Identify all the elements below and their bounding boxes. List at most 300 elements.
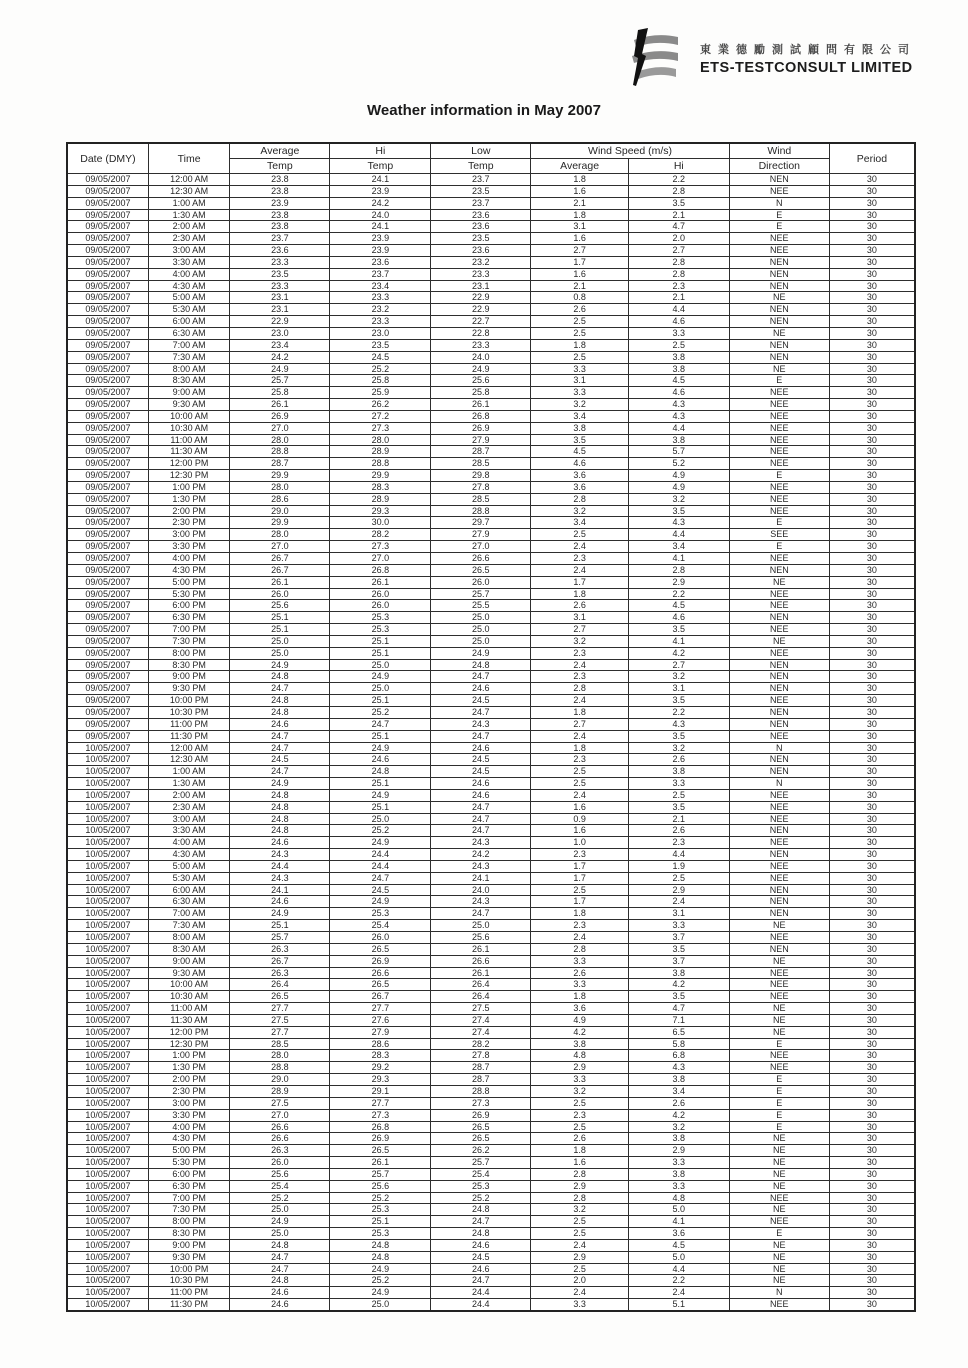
table-row — [67, 1192, 915, 1204]
table-row — [67, 1263, 915, 1275]
cell-date: 09/05/2007 — [67, 339, 148, 351]
table-row — [67, 801, 915, 813]
cell-low-temp: 28.7 — [431, 1062, 531, 1074]
cell-hi-temp: 27.9 — [330, 1026, 431, 1038]
cell-wind-direction: NEE — [729, 185, 829, 197]
cell-date: 10/05/2007 — [67, 1121, 148, 1133]
cell-time: 11:00 PM — [148, 718, 229, 730]
cell-low-temp: 25.0 — [431, 612, 531, 624]
cell-hi-temp: 26.9 — [330, 1133, 431, 1145]
cell-average-temp: 27.0 — [230, 422, 330, 434]
table-row — [67, 434, 915, 446]
cell-hi-temp: 27.0 — [330, 553, 431, 565]
cell-wind-hi: 2.6 — [628, 754, 729, 766]
cell-time: 6:00 PM — [148, 1168, 229, 1180]
cell-period: 30 — [829, 1239, 915, 1251]
cell-wind-direction: NEN — [729, 896, 829, 908]
table-row — [67, 1121, 915, 1133]
cell-hi-temp: 25.3 — [330, 624, 431, 636]
table-row — [67, 600, 915, 612]
cell-period: 30 — [829, 268, 915, 280]
cell-wind-direction: NEE — [729, 399, 829, 411]
cell-wind-direction: E — [729, 1085, 829, 1097]
cell-date: 09/05/2007 — [67, 600, 148, 612]
cell-date: 09/05/2007 — [67, 564, 148, 576]
cell-wind-direction: NEN — [729, 268, 829, 280]
cell-date: 09/05/2007 — [67, 659, 148, 671]
cell-date: 10/05/2007 — [67, 754, 148, 766]
table-row — [67, 683, 915, 695]
cell-low-temp: 27.3 — [431, 1097, 531, 1109]
cell-hi-temp: 24.4 — [330, 849, 431, 861]
cell-period: 30 — [829, 529, 915, 541]
cell-wind-average: 3.2 — [531, 399, 629, 411]
cell-average-temp: 23.5 — [230, 268, 330, 280]
cell-date: 10/05/2007 — [67, 1145, 148, 1157]
cell-average-temp: 23.0 — [230, 327, 330, 339]
cell-date: 09/05/2007 — [67, 683, 148, 695]
cell-average-temp: 24.7 — [230, 730, 330, 742]
cell-wind-direction: E — [729, 221, 829, 233]
cell-wind-hi: 2.9 — [628, 1145, 729, 1157]
table-row — [67, 256, 915, 268]
cell-period: 30 — [829, 896, 915, 908]
cell-wind-hi: 4.2 — [628, 979, 729, 991]
cell-average-temp: 23.8 — [230, 221, 330, 233]
cell-period: 30 — [829, 979, 915, 991]
cell-wind-hi: 4.5 — [628, 600, 729, 612]
table-row — [67, 1287, 915, 1299]
table-row — [67, 1145, 915, 1157]
cell-date: 09/05/2007 — [67, 256, 148, 268]
cell-period: 30 — [829, 837, 915, 849]
cell-hi-temp: 29.3 — [330, 1074, 431, 1086]
cell-wind-average: 2.1 — [531, 197, 629, 209]
cell-low-temp: 23.5 — [431, 233, 531, 245]
cell-time: 2:30 AM — [148, 801, 229, 813]
cell-date: 09/05/2007 — [67, 422, 148, 434]
cell-wind-average: 2.5 — [531, 1121, 629, 1133]
table-row — [67, 1204, 915, 1216]
cell-date: 09/05/2007 — [67, 410, 148, 422]
cell-low-temp: 24.1 — [431, 872, 531, 884]
cell-time: 7:00 PM — [148, 624, 229, 636]
cell-average-temp: 24.6 — [230, 896, 330, 908]
cell-wind-average: 3.3 — [531, 387, 629, 399]
cell-period: 30 — [829, 1168, 915, 1180]
table-row — [67, 1109, 915, 1121]
cell-low-temp: 24.8 — [431, 659, 531, 671]
table-row — [67, 718, 915, 730]
cell-hi-temp: 23.4 — [330, 280, 431, 292]
cell-hi-temp: 24.0 — [330, 209, 431, 221]
cell-wind-average: 1.0 — [531, 837, 629, 849]
cell-wind-average: 2.5 — [531, 327, 629, 339]
table-row — [67, 624, 915, 636]
cell-low-temp: 26.9 — [431, 1109, 531, 1121]
cell-period: 30 — [829, 825, 915, 837]
cell-date: 10/05/2007 — [67, 1003, 148, 1015]
weather-table — [66, 142, 916, 1312]
cell-wind-direction: NEE — [729, 801, 829, 813]
cell-hi-temp: 28.3 — [330, 481, 431, 493]
cell-period: 30 — [829, 967, 915, 979]
cell-low-temp: 22.8 — [431, 327, 531, 339]
table-row — [67, 647, 915, 659]
cell-time: 8:00 AM — [148, 363, 229, 375]
cell-hi-temp: 26.7 — [330, 991, 431, 1003]
cell-wind-average: 2.5 — [531, 529, 629, 541]
company-logo-icon — [616, 28, 688, 88]
cell-average-temp: 25.2 — [230, 1192, 330, 1204]
cell-wind-direction: NEE — [729, 1062, 829, 1074]
cell-wind-direction: NEN — [729, 339, 829, 351]
cell-hi-temp: 24.8 — [330, 766, 431, 778]
table-row — [67, 908, 915, 920]
cell-wind-average: 2.9 — [531, 1251, 629, 1263]
cell-wind-direction: NEE — [729, 600, 829, 612]
cell-hi-temp: 25.1 — [330, 778, 431, 790]
company-name-chinese: 東業德勵測試顧問有限公司 — [700, 43, 916, 56]
cell-period: 30 — [829, 801, 915, 813]
cell-wind-hi: 3.5 — [628, 730, 729, 742]
cell-average-temp: 29.0 — [230, 505, 330, 517]
cell-low-temp: 24.4 — [431, 1287, 531, 1299]
cell-average-temp: 26.5 — [230, 991, 330, 1003]
cell-average-temp: 24.7 — [230, 742, 330, 754]
cell-time: 8:00 AM — [148, 932, 229, 944]
cell-date: 10/05/2007 — [67, 825, 148, 837]
cell-wind-average: 1.7 — [531, 872, 629, 884]
cell-time: 10:00 PM — [148, 695, 229, 707]
cell-average-temp: 25.7 — [230, 932, 330, 944]
cell-hi-temp: 24.9 — [330, 837, 431, 849]
cell-wind-average: 1.8 — [531, 174, 629, 186]
cell-time: 5:00 AM — [148, 860, 229, 872]
cell-wind-hi: 5.0 — [628, 1251, 729, 1263]
table-row — [67, 268, 915, 280]
cell-hi-temp: 27.2 — [330, 410, 431, 422]
cell-average-temp: 26.6 — [230, 1121, 330, 1133]
cell-wind-direction: NEE — [729, 695, 829, 707]
cell-period: 30 — [829, 327, 915, 339]
cell-wind-hi: 3.2 — [628, 1121, 729, 1133]
cell-low-temp: 23.2 — [431, 256, 531, 268]
cell-time: 4:30 AM — [148, 280, 229, 292]
cell-wind-direction: NE — [729, 1133, 829, 1145]
cell-date: 09/05/2007 — [67, 185, 148, 197]
cell-hi-temp: 26.5 — [330, 943, 431, 955]
cell-wind-direction: NEE — [729, 1192, 829, 1204]
cell-hi-temp: 24.8 — [330, 1239, 431, 1251]
cell-wind-average: 2.9 — [531, 1062, 629, 1074]
cell-time: 9:30 PM — [148, 1251, 229, 1263]
cell-date: 10/05/2007 — [67, 1038, 148, 1050]
cell-hi-temp: 25.3 — [330, 1204, 431, 1216]
cell-time: 10:00 PM — [148, 1263, 229, 1275]
cell-wind-average: 2.3 — [531, 671, 629, 683]
cell-time: 8:30 PM — [148, 659, 229, 671]
cell-average-temp: 24.3 — [230, 849, 330, 861]
cell-wind-average: 2.3 — [531, 849, 629, 861]
cell-time: 9:00 PM — [148, 1239, 229, 1251]
cell-period: 30 — [829, 387, 915, 399]
cell-wind-hi: 4.4 — [628, 529, 729, 541]
cell-date: 09/05/2007 — [67, 553, 148, 565]
table-header — [67, 143, 915, 174]
table-row — [67, 375, 915, 387]
cell-wind-hi: 3.8 — [628, 351, 729, 363]
cell-average-temp: 27.5 — [230, 1014, 330, 1026]
cell-time: 5:00 AM — [148, 292, 229, 304]
cell-average-temp: 29.9 — [230, 470, 330, 482]
table-row — [67, 1133, 915, 1145]
cell-average-temp: 23.8 — [230, 209, 330, 221]
company-logo — [616, 28, 916, 88]
cell-time: 2:00 AM — [148, 221, 229, 233]
cell-time: 8:30 PM — [148, 1228, 229, 1240]
cell-low-temp: 24.7 — [431, 908, 531, 920]
cell-period: 30 — [829, 1085, 915, 1097]
cell-average-temp: 28.9 — [230, 1085, 330, 1097]
cell-hi-temp: 25.9 — [330, 387, 431, 399]
cell-average-temp: 24.9 — [230, 908, 330, 920]
cell-wind-hi: 3.3 — [628, 920, 729, 932]
table-row — [67, 185, 915, 197]
table-row — [67, 671, 915, 683]
cell-wind-average: 1.8 — [531, 1145, 629, 1157]
cell-wind-average: 2.5 — [531, 884, 629, 896]
cell-wind-average: 2.7 — [531, 245, 629, 257]
cell-average-temp: 23.3 — [230, 256, 330, 268]
table-row — [67, 553, 915, 565]
cell-hi-temp: 23.9 — [330, 185, 431, 197]
cell-time: 3:00 PM — [148, 529, 229, 541]
cell-hi-temp: 26.1 — [330, 1157, 431, 1169]
cell-time: 8:30 AM — [148, 943, 229, 955]
cell-date: 10/05/2007 — [67, 789, 148, 801]
cell-time: 12:30 PM — [148, 470, 229, 482]
cell-wind-average: 2.5 — [531, 316, 629, 328]
cell-hi-temp: 27.6 — [330, 1014, 431, 1026]
cell-period: 30 — [829, 446, 915, 458]
cell-period: 30 — [829, 1204, 915, 1216]
cell-average-temp: 27.7 — [230, 1003, 330, 1015]
cell-wind-direction: NEN — [729, 612, 829, 624]
cell-date: 10/05/2007 — [67, 1216, 148, 1228]
cell-hi-temp: 23.0 — [330, 327, 431, 339]
cell-hi-temp: 24.6 — [330, 754, 431, 766]
cell-date: 09/05/2007 — [67, 233, 148, 245]
cell-low-temp: 25.0 — [431, 635, 531, 647]
cell-low-temp: 24.5 — [431, 695, 531, 707]
cell-low-temp: 23.1 — [431, 280, 531, 292]
cell-wind-hi: 2.5 — [628, 872, 729, 884]
cell-date: 10/05/2007 — [67, 1085, 148, 1097]
cell-wind-hi: 4.7 — [628, 1003, 729, 1015]
cell-average-temp: 24.8 — [230, 695, 330, 707]
cell-low-temp: 26.4 — [431, 979, 531, 991]
cell-average-temp: 24.8 — [230, 825, 330, 837]
table-row — [67, 860, 915, 872]
cell-date: 09/05/2007 — [67, 624, 148, 636]
cell-hi-temp: 27.7 — [330, 1003, 431, 1015]
cell-time: 4:30 AM — [148, 849, 229, 861]
cell-period: 30 — [829, 363, 915, 375]
table-row — [67, 967, 915, 979]
cell-wind-direction: NEN — [729, 766, 829, 778]
cell-average-temp: 24.8 — [230, 1275, 330, 1287]
cell-hi-temp: 28.6 — [330, 1038, 431, 1050]
cell-date: 10/05/2007 — [67, 1275, 148, 1287]
cell-wind-average: 3.1 — [531, 612, 629, 624]
cell-wind-hi: 5.2 — [628, 458, 729, 470]
cell-wind-hi: 4.3 — [628, 410, 729, 422]
cell-wind-hi: 3.2 — [628, 742, 729, 754]
cell-wind-hi: 3.8 — [628, 967, 729, 979]
cell-low-temp: 24.8 — [431, 1204, 531, 1216]
cell-wind-direction: NEN — [729, 825, 829, 837]
cell-period: 30 — [829, 1074, 915, 1086]
cell-date: 09/05/2007 — [67, 304, 148, 316]
cell-low-temp: 25.6 — [431, 375, 531, 387]
cell-period: 30 — [829, 422, 915, 434]
cell-wind-average: 3.3 — [531, 979, 629, 991]
cell-time: 10:30 PM — [148, 1275, 229, 1287]
cell-time: 11:00 PM — [148, 1287, 229, 1299]
cell-low-temp: 28.7 — [431, 1074, 531, 1086]
cell-low-temp: 27.8 — [431, 481, 531, 493]
cell-average-temp: 28.0 — [230, 434, 330, 446]
table-row — [67, 505, 915, 517]
cell-wind-hi: 3.8 — [628, 434, 729, 446]
cell-wind-hi: 2.7 — [628, 245, 729, 257]
cell-wind-direction: NE — [729, 920, 829, 932]
cell-wind-direction: NEE — [729, 446, 829, 458]
table-row — [67, 837, 915, 849]
cell-average-temp: 24.2 — [230, 351, 330, 363]
cell-low-temp: 27.5 — [431, 1003, 531, 1015]
table-row — [67, 695, 915, 707]
cell-date: 10/05/2007 — [67, 1192, 148, 1204]
cell-wind-hi: 3.6 — [628, 1228, 729, 1240]
cell-period: 30 — [829, 1026, 915, 1038]
cell-wind-average: 3.8 — [531, 1038, 629, 1050]
cell-wind-direction: E — [729, 1038, 829, 1050]
cell-date: 09/05/2007 — [67, 375, 148, 387]
cell-wind-direction: NE — [729, 1145, 829, 1157]
cell-wind-average: 2.8 — [531, 1168, 629, 1180]
cell-wind-direction: NEE — [729, 872, 829, 884]
cell-low-temp: 24.6 — [431, 683, 531, 695]
cell-time: 6:30 AM — [148, 327, 229, 339]
cell-average-temp: 25.8 — [230, 387, 330, 399]
table-row — [67, 1275, 915, 1287]
cell-time: 2:30 AM — [148, 233, 229, 245]
cell-date: 09/05/2007 — [67, 351, 148, 363]
cell-average-temp: 24.3 — [230, 872, 330, 884]
cell-wind-direction: NE — [729, 1157, 829, 1169]
cell-wind-direction: NEN — [729, 943, 829, 955]
cell-wind-average: 2.7 — [531, 624, 629, 636]
cell-date: 10/05/2007 — [67, 1014, 148, 1026]
table-row — [67, 1050, 915, 1062]
cell-period: 30 — [829, 647, 915, 659]
cell-wind-average: 3.5 — [531, 434, 629, 446]
cell-low-temp: 24.5 — [431, 754, 531, 766]
cell-time: 9:30 PM — [148, 683, 229, 695]
cell-average-temp: 26.9 — [230, 410, 330, 422]
cell-period: 30 — [829, 718, 915, 730]
cell-hi-temp: 25.1 — [330, 801, 431, 813]
cell-date: 09/05/2007 — [67, 635, 148, 647]
cell-period: 30 — [829, 588, 915, 600]
cell-wind-hi: 4.3 — [628, 1062, 729, 1074]
table-row — [67, 635, 915, 647]
cell-time: 8:00 PM — [148, 1216, 229, 1228]
cell-low-temp: 22.9 — [431, 292, 531, 304]
cell-date: 09/05/2007 — [67, 588, 148, 600]
cell-date: 09/05/2007 — [67, 197, 148, 209]
cell-period: 30 — [829, 932, 915, 944]
cell-date: 10/05/2007 — [67, 1239, 148, 1251]
cell-low-temp: 25.0 — [431, 624, 531, 636]
table-row — [67, 1168, 915, 1180]
cell-wind-average: 1.6 — [531, 233, 629, 245]
cell-date: 09/05/2007 — [67, 612, 148, 624]
cell-hi-temp: 23.9 — [330, 245, 431, 257]
cell-wind-direction: NEE — [729, 647, 829, 659]
table-row — [67, 742, 915, 754]
cell-average-temp: 28.5 — [230, 1038, 330, 1050]
cell-low-temp: 26.2 — [431, 1145, 531, 1157]
cell-date: 09/05/2007 — [67, 245, 148, 257]
table-row — [67, 221, 915, 233]
cell-wind-hi: 3.8 — [628, 1133, 729, 1145]
cell-wind-average: 3.6 — [531, 1003, 629, 1015]
cell-time: 4:00 AM — [148, 268, 229, 280]
cell-time: 6:00 AM — [148, 884, 229, 896]
cell-date: 10/05/2007 — [67, 1062, 148, 1074]
cell-low-temp: 28.7 — [431, 446, 531, 458]
cell-wind-average: 2.3 — [531, 1109, 629, 1121]
cell-wind-direction: NE — [729, 1239, 829, 1251]
cell-wind-hi: 3.5 — [628, 505, 729, 517]
cell-wind-hi: 2.8 — [628, 256, 729, 268]
cell-low-temp: 26.9 — [431, 422, 531, 434]
cell-time: 3:30 AM — [148, 256, 229, 268]
cell-average-temp: 26.1 — [230, 576, 330, 588]
cell-average-temp: 24.9 — [230, 363, 330, 375]
cell-low-temp: 25.8 — [431, 387, 531, 399]
cell-low-temp: 25.7 — [431, 1157, 531, 1169]
table-row — [67, 481, 915, 493]
cell-date: 10/05/2007 — [67, 1180, 148, 1192]
cell-date: 10/05/2007 — [67, 1251, 148, 1263]
cell-period: 30 — [829, 292, 915, 304]
cell-date: 09/05/2007 — [67, 458, 148, 470]
cell-wind-average: 2.6 — [531, 967, 629, 979]
cell-hi-temp: 25.2 — [330, 1275, 431, 1287]
cell-time: 7:30 PM — [148, 635, 229, 647]
cell-average-temp: 26.7 — [230, 553, 330, 565]
cell-date: 09/05/2007 — [67, 695, 148, 707]
cell-wind-hi: 3.5 — [628, 695, 729, 707]
cell-wind-hi: 3.5 — [628, 991, 729, 1003]
cell-period: 30 — [829, 197, 915, 209]
cell-time: 6:30 AM — [148, 896, 229, 908]
cell-time: 11:30 AM — [148, 1014, 229, 1026]
